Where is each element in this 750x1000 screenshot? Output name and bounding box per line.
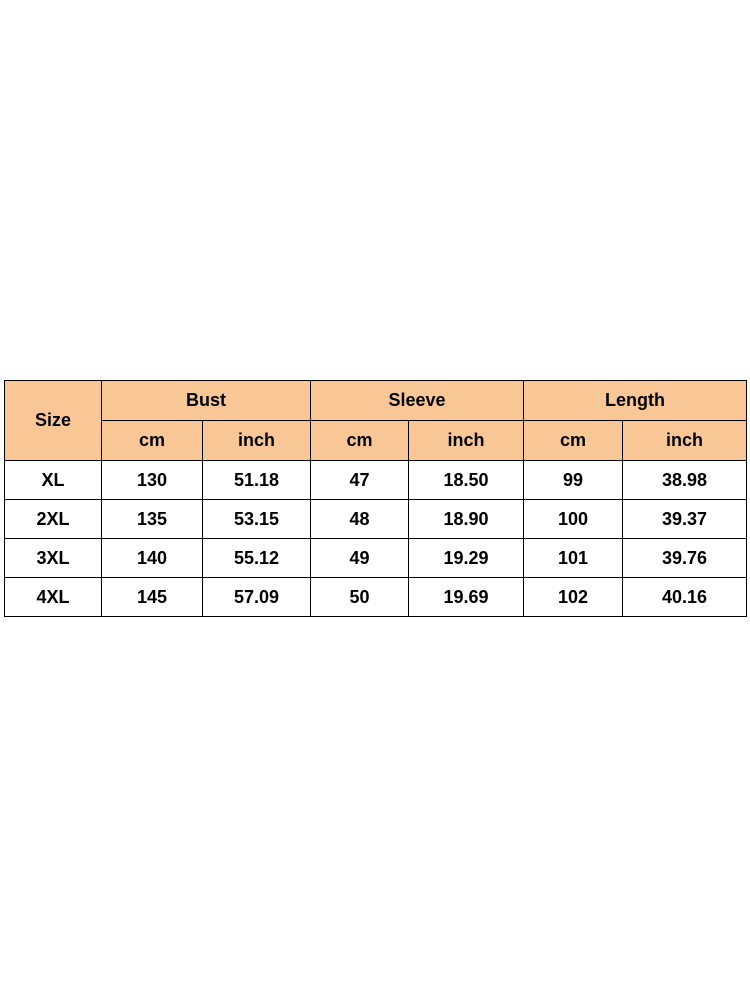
size-cell: XL [5, 461, 102, 500]
size-cell: 4XL [5, 578, 102, 617]
table-row [5, 461, 747, 500]
unit-header: inch [203, 421, 311, 461]
table-cell: 40.16 [623, 578, 747, 617]
table-cell: 50 [311, 578, 409, 617]
table-cell: 53.15 [203, 500, 311, 539]
table-row [5, 539, 747, 578]
size-chart-table [4, 380, 747, 617]
table-cell: 18.90 [409, 500, 524, 539]
table-cell: 100 [524, 500, 623, 539]
unit-header: inch [409, 421, 524, 461]
table-cell: 39.37 [623, 500, 747, 539]
table-row [5, 578, 747, 617]
table-cell: 18.50 [409, 461, 524, 500]
unit-header: inch [623, 421, 747, 461]
table-cell: 130 [102, 461, 203, 500]
header-row-groups [5, 381, 747, 421]
table-row [5, 500, 747, 539]
table-cell: 99 [524, 461, 623, 500]
table-cell: 19.29 [409, 539, 524, 578]
table-cell: 39.76 [623, 539, 747, 578]
table-cell: 38.98 [623, 461, 747, 500]
table-cell: 145 [102, 578, 203, 617]
table-cell: 19.69 [409, 578, 524, 617]
header-row-units [5, 421, 747, 461]
table-cell: 51.18 [203, 461, 311, 500]
table-cell: 57.09 [203, 578, 311, 617]
size-column-header: Size [5, 381, 102, 461]
unit-header: cm [311, 421, 409, 461]
table-cell: 135 [102, 500, 203, 539]
unit-header: cm [524, 421, 623, 461]
size-cell: 2XL [5, 500, 102, 539]
table-cell: 101 [524, 539, 623, 578]
unit-header: cm [102, 421, 203, 461]
table-cell: 140 [102, 539, 203, 578]
size-cell: 3XL [5, 539, 102, 578]
sleeve-group-header: Sleeve [311, 381, 524, 421]
table-cell: 102 [524, 578, 623, 617]
length-group-header: Length [524, 381, 747, 421]
table-cell: 49 [311, 539, 409, 578]
table-cell: 55.12 [203, 539, 311, 578]
table-cell: 48 [311, 500, 409, 539]
table-cell: 47 [311, 461, 409, 500]
bust-group-header: Bust [102, 381, 311, 421]
